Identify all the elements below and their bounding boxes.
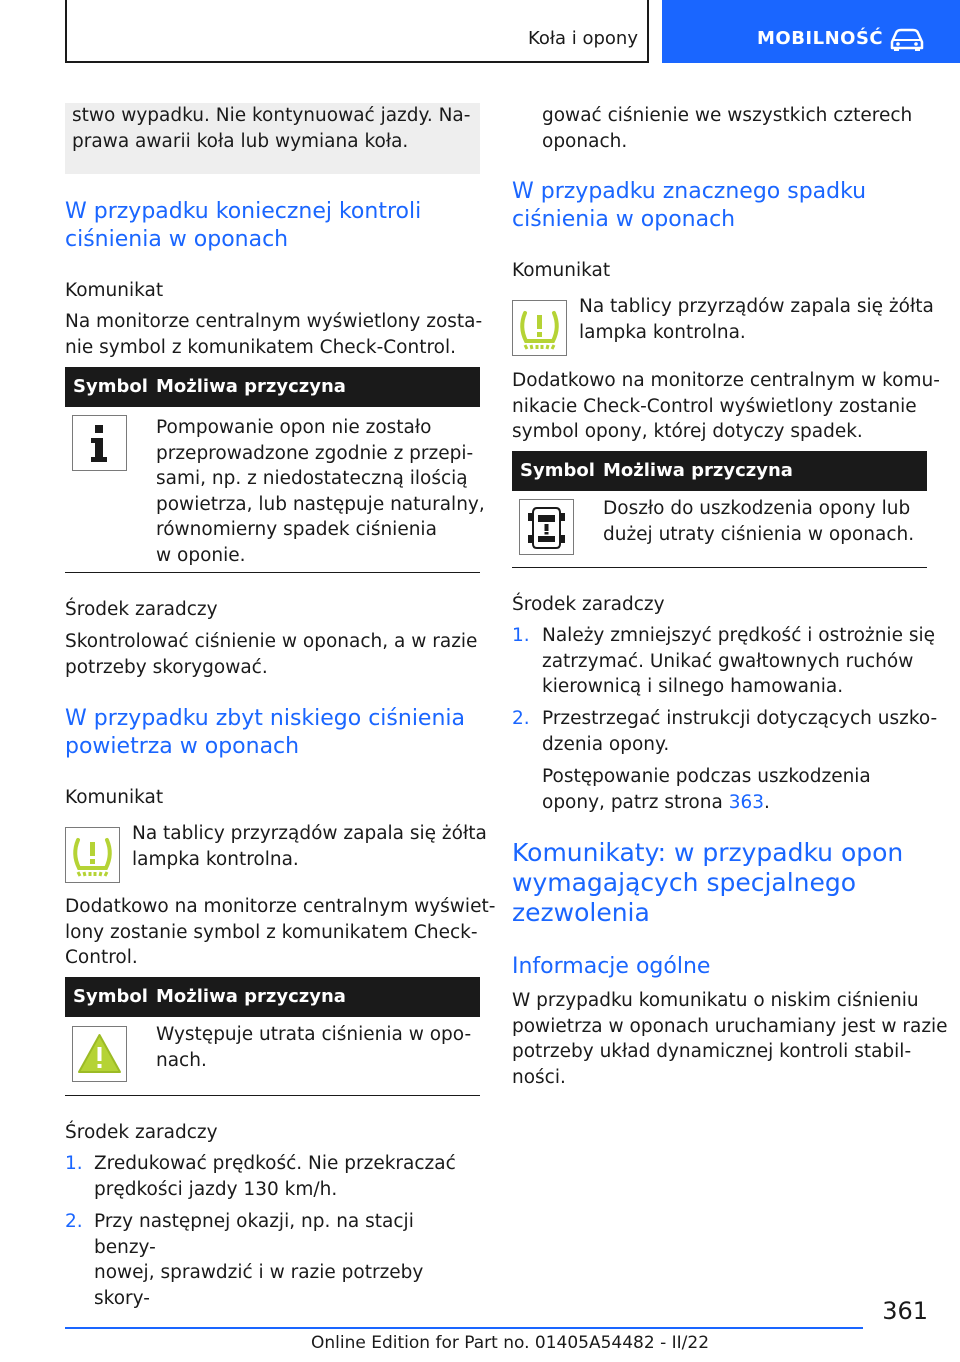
tire-pressure-warning-lamp-icon [512,300,567,356]
header-section-title: Koła i opony [527,28,638,49]
cross-reference: Postępowanie podczas uszkodzenia opony, patrz strona 363. [542,766,871,813]
page-number: 361 [882,1297,928,1325]
heading-special-approval: Komunikaty: w przypadku opon wymagających specjalnego zezwolenia [512,838,904,927]
list-item: 2. Przy następnej okazji, np. na stacji benzy- nowej, sprawdzić i w razie potrzeby skory- [65,1211,424,1309]
remedy-list [512,623,942,757]
lamp-text: Na tablicy przyrządów zapala się żółta lampka kontrolna. [579,296,934,343]
message-text: Dodatkowo na monitorze centralnym w komu- nikacie Check-Control wyświetlony zostanie symbol opony, której dotyczy spadek. [512,370,940,442]
general-info-text: W przypadku komunikatu o niskim ciśnieniu powietrza w oponach uruchamiany jest w razie potrzeby układ dynamicznej kontroli stabil- ności. [512,990,948,1088]
message-text: Na monitorze centralnym wyświetlony zosta- nie symbol z komunikatem Check-Control. [65,311,483,358]
table-rule [512,567,927,568]
remedy-list [65,1151,480,1309]
remedy-label: Środek zaradczy [65,1122,218,1143]
table-cause-text: Doszło do uszkodzenia opony lub dużej utraty ciśnienia w oponach. [603,498,915,545]
tire-pressure-warning-lamp-icon [65,827,120,883]
heading-low-pressure: W przypadku zbyt niskiego ciśnienia powietrza w oponach [65,706,466,759]
list-item: 2. Przestrzegać instrukcji dotyczących uszko- dzenia opony. [512,708,938,755]
warning-continuation-text: stwo wypadku. Nie kontynuować jazdy. Na- prawa awarii koła lub wymiana koła. [72,105,471,152]
table-cause-text: Pompowanie opon nie zostało przeprowadzone zgodnie z przepi- sami, np. z niedostateczną ilością powietrza, lub następuje naturalny, równomierny spadek ciśnienia w oponie. [156,417,485,566]
table-rule [65,572,480,573]
table-rule [65,1095,480,1096]
col-symbol: Symbol [73,376,148,397]
remedy-label: Środek zaradczy [65,599,218,620]
remedy-label: Środek zaradczy [512,594,665,615]
subheading-general-info: Informacje ogólne [512,954,711,979]
table-header [512,451,927,491]
message-label: Komunikat [65,280,164,301]
col-cause: Możliwa przyczyna [603,460,793,481]
info-icon [72,415,127,471]
list-item: 1. Należy zmniejszyć prędkość i ostrożnie się zatrzymać. Unikać gwałtownych ruchów kierownicą i silnego hamowania. [512,625,935,697]
message-label: Komunikat [65,787,164,808]
table-cause-text: Występuje utrata ciśnienia w opo- nach. [156,1024,472,1071]
remedy-text: Skontrolować ciśnienie w oponach, a w razie potrzeby skorygować. [65,631,478,678]
lamp-text: Na tablicy przyrządów zapala się żółta lampka kontrolna. [132,823,487,870]
header-chapter-title: MOBILNOŚĆ [757,28,884,49]
page-link[interactable]: 363 [728,791,765,813]
car-icon [888,26,926,52]
message-label: Komunikat [512,260,611,281]
col-cause: Możliwa przyczyna [156,986,346,1007]
message-text: Dodatkowo na monitorze centralnym wyświet- lony zostanie symbol z komunikatem Check- Control. [65,896,496,968]
list-item: 1. Zredukować prędkość. Nie przekraczać prędkości jazdy 130 km/h. [65,1153,456,1200]
heading-significant-drop: W przypadku znacznego spadku ciśnienia w oponach [512,179,867,232]
table-header [65,977,480,1017]
table-header [65,367,480,407]
continued-text: gować ciśnienie we wszystkich czterech oponach. [542,105,913,152]
warning-triangle-icon [72,1026,127,1082]
col-symbol: Symbol [520,460,595,481]
footer-edition: Online Edition for Part no. 01405A54482 - II/22 [311,1333,710,1353]
col-symbol: Symbol [73,986,148,1007]
heading-pressure-check: W przypadku koniecznej kontroli ciśnienia w oponach [65,199,422,252]
footer-rule [65,1327,863,1329]
col-cause: Możliwa przyczyna [156,376,346,397]
car-tire-damage-icon [519,499,574,555]
